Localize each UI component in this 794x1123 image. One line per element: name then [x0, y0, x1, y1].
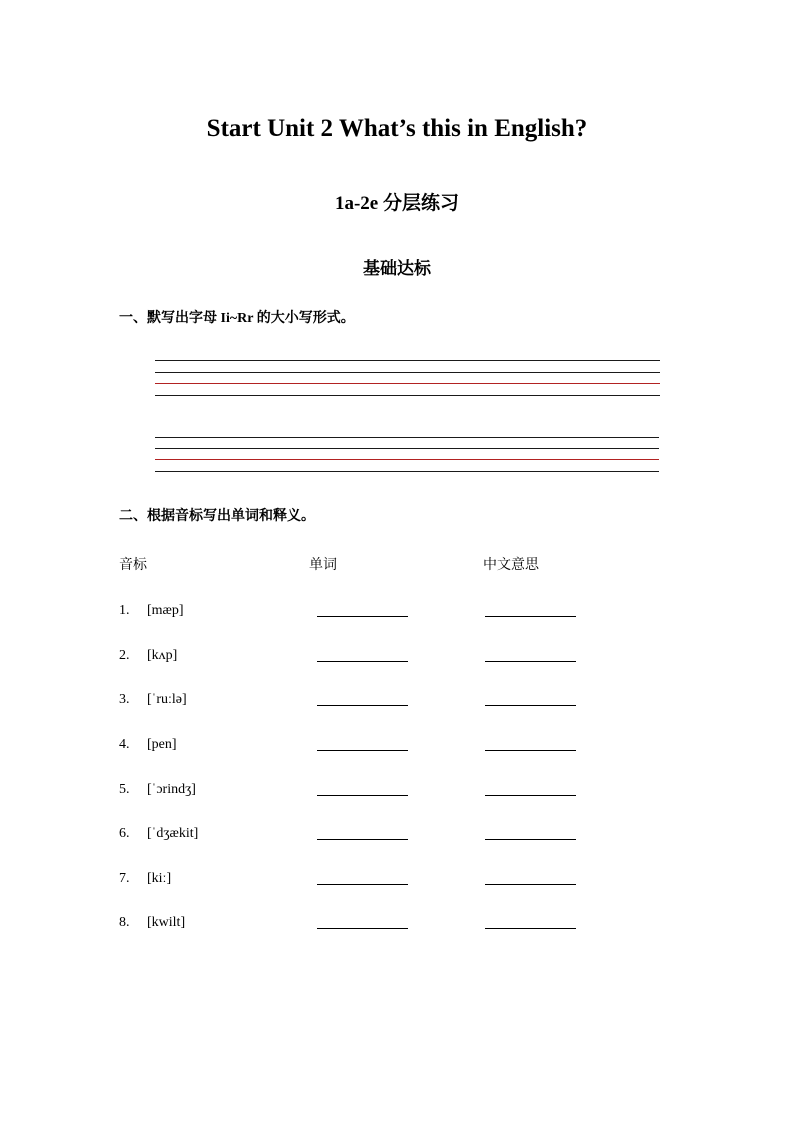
- meaning-answer-blank[interactable]: [485, 884, 576, 885]
- item-number: 5.: [119, 782, 130, 797]
- meaning-answer-blank[interactable]: [485, 928, 576, 929]
- item-phonetic: [ˈruːlə]: [147, 692, 187, 707]
- item-phonetic: [kiː]: [147, 871, 172, 886]
- writing-baseline-red: [155, 459, 659, 460]
- list-item: [0, 689, 794, 711]
- item-number: 8.: [119, 915, 130, 930]
- word-answer-blank[interactable]: [317, 884, 408, 885]
- word-answer-blank[interactable]: [317, 839, 408, 840]
- writing-line: [155, 437, 659, 438]
- word-answer-blank[interactable]: [317, 661, 408, 662]
- list-item: [0, 600, 794, 622]
- item-number: 1.: [119, 603, 130, 618]
- writing-baseline-red: [155, 383, 660, 384]
- item-phonetic: [kʌp]: [147, 648, 178, 663]
- question-1-heading: 一、默写出字母 Ii~Rr 的大小写形式。: [119, 311, 355, 326]
- list-item: [0, 779, 794, 801]
- page-title: Start Unit 2 What’s this in English?: [206, 115, 588, 142]
- word-answer-blank[interactable]: [317, 616, 408, 617]
- item-phonetic: [pen]: [147, 737, 177, 752]
- word-answer-blank[interactable]: [317, 928, 408, 929]
- list-item: [0, 734, 794, 756]
- word-answer-blank[interactable]: [317, 795, 408, 796]
- writing-line: [155, 448, 659, 449]
- writing-line: [155, 360, 660, 361]
- item-number: 3.: [119, 692, 130, 707]
- item-number: 6.: [119, 826, 130, 841]
- item-phonetic: [ˈɔrindʒ]: [147, 782, 196, 797]
- question-2-heading: 二、根据音标写出单词和释义。: [119, 509, 315, 524]
- writing-line: [155, 471, 659, 472]
- word-answer-blank[interactable]: [317, 750, 408, 751]
- writing-line: [155, 372, 660, 373]
- meaning-answer-blank[interactable]: [485, 661, 576, 662]
- item-number: 2.: [119, 648, 130, 663]
- item-phonetic: [kwilt]: [147, 915, 186, 930]
- list-item: [0, 912, 794, 934]
- column-header-word: 单词: [309, 557, 337, 573]
- meaning-answer-blank[interactable]: [485, 616, 576, 617]
- meaning-answer-blank[interactable]: [485, 839, 576, 840]
- column-header-meaning: 中文意思: [483, 557, 539, 573]
- writing-line: [155, 395, 660, 396]
- meaning-answer-blank[interactable]: [485, 795, 576, 796]
- item-number: 7.: [119, 871, 130, 886]
- meaning-answer-blank[interactable]: [485, 705, 576, 706]
- word-answer-blank[interactable]: [317, 705, 408, 706]
- item-phonetic: [ˈdʒækit]: [147, 826, 199, 841]
- item-phonetic: [mæp]: [147, 603, 184, 618]
- meaning-answer-blank[interactable]: [485, 750, 576, 751]
- list-item: [0, 868, 794, 890]
- page-subtitle: 1a-2e 分层练习: [334, 193, 459, 214]
- item-number: 4.: [119, 737, 130, 752]
- section-title: 基础达标: [363, 259, 431, 278]
- list-item: [0, 823, 794, 845]
- column-header-phonetic: 音标: [119, 557, 147, 573]
- list-item: [0, 645, 794, 667]
